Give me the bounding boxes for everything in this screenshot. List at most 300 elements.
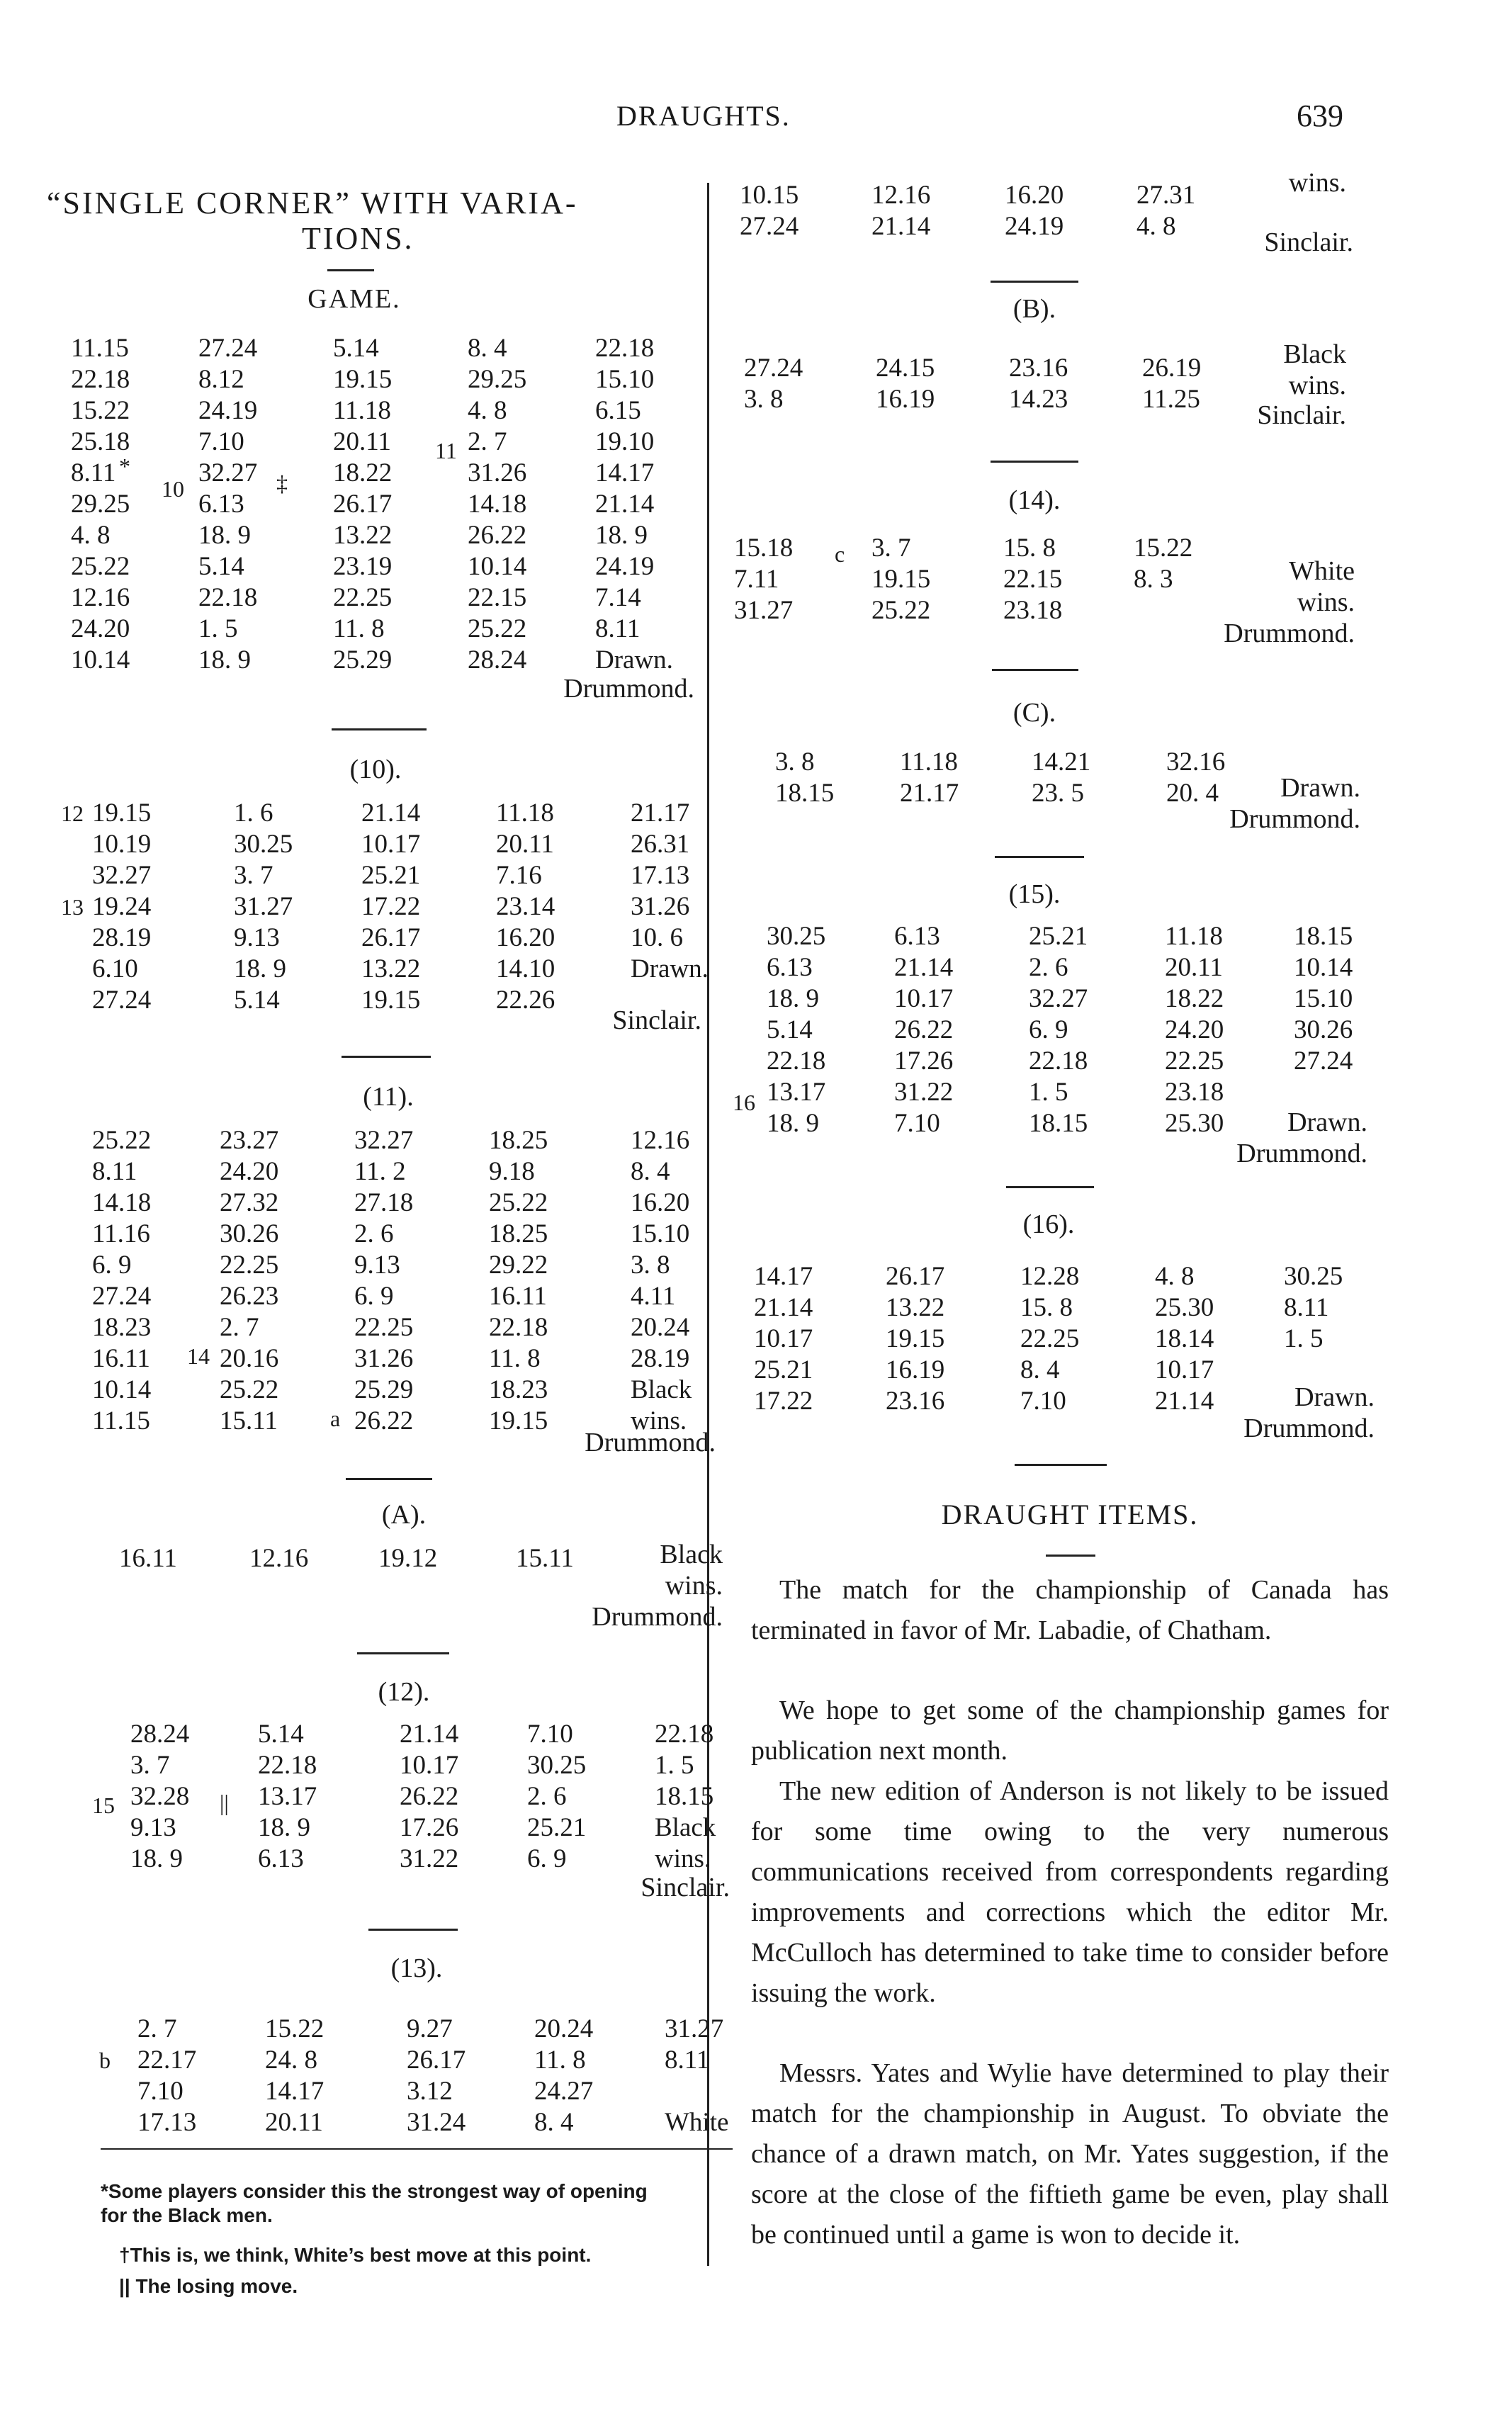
move-cell: 12.16 — [249, 1544, 309, 1573]
move-cell: 18.15 — [1294, 922, 1353, 951]
move-cell: 5.14 — [198, 552, 244, 581]
divider — [1015, 1464, 1107, 1466]
note-mark-10: 10 — [162, 476, 184, 502]
move-cell: 11. 8 — [489, 1344, 541, 1373]
move-cell: 30.25 — [767, 922, 826, 951]
move-cell: 21.17 — [900, 779, 959, 808]
move-cell: 22.18 — [767, 1046, 826, 1076]
move-cell: 9.27 — [407, 2014, 453, 2043]
divider — [995, 856, 1084, 858]
note-mark-12: 12 — [61, 801, 84, 826]
move-cell: 31.26 — [354, 1344, 414, 1373]
move-cell: 21.14 — [595, 490, 655, 519]
move-cell: 9.13 — [354, 1251, 400, 1280]
variation-12-label: (12). — [378, 1677, 430, 1707]
move-cell: 24.19 — [198, 396, 258, 425]
move-cell: 10.19 — [92, 830, 152, 859]
move-cell: 8. 4 — [468, 334, 507, 363]
footnote-2: †This is, we think, White’s best move at this point. — [119, 2244, 592, 2266]
move-cell: 27.32 — [220, 1188, 279, 1217]
move-cell: 7.14 — [595, 583, 641, 612]
move-cell: 18.15 — [775, 779, 835, 808]
variation-B-result-3: Sinclair. — [1257, 400, 1346, 430]
move-cell: 11.16 — [92, 1219, 150, 1248]
move-cell: 29.25 — [468, 365, 527, 394]
move-cell: 13.22 — [361, 954, 421, 983]
move-cell: 25.22 — [871, 596, 931, 625]
move-cell: 11.25 — [1142, 385, 1200, 414]
move-cell: 11. 2 — [354, 1157, 406, 1186]
move-cell: 6. 9 — [527, 1844, 567, 1873]
move-cell: 14.23 — [1009, 385, 1068, 414]
section-title-line-1: “SINGLE CORNER” WITH VARIA- — [47, 186, 578, 220]
move-cell: 2. 7 — [468, 427, 507, 456]
move-cell: 3. 8 — [744, 385, 784, 414]
move-cell: 21.14 — [1155, 1387, 1214, 1416]
move-cell: 7.10 — [1020, 1387, 1066, 1416]
move-cell: 25.22 — [71, 552, 130, 581]
move-cell: 20. 4 — [1166, 779, 1219, 808]
items-title: DRAUGHT ITEMS. — [941, 1499, 1199, 1530]
move-cell: 3. 7 — [130, 1751, 170, 1780]
move-cell: 25.22 — [468, 614, 527, 643]
move-cell: 32.28 — [130, 1782, 190, 1811]
move-cell: 4. 8 — [468, 396, 507, 425]
move-cell: 11.18 — [900, 747, 958, 777]
move-cell: 22.18 — [1029, 1046, 1088, 1076]
move-cell: 6. 9 — [354, 1282, 394, 1311]
move-cell: 19.15 — [333, 365, 393, 394]
move-cell: 22.25 — [1165, 1046, 1224, 1076]
divider — [342, 1056, 431, 1058]
move-cell: 22.26 — [496, 986, 555, 1015]
move-cell: 23.16 — [886, 1387, 945, 1416]
move-cell: 27.24 — [740, 212, 799, 241]
move-cell: 17.22 — [361, 892, 421, 921]
move-cell: 22.18 — [258, 1751, 317, 1780]
move-cell: 7.10 — [137, 2077, 184, 2106]
move-cell: 19.15 — [886, 1324, 945, 1353]
move-cell: 20.16 — [220, 1344, 279, 1373]
move-cell: 11.15 — [71, 334, 129, 363]
move-cell: 10.15 — [740, 181, 799, 210]
move-cell: 4. 8 — [1136, 212, 1176, 241]
move-cell: 10.14 — [468, 552, 527, 581]
move-cell: 6. 9 — [1029, 1015, 1068, 1044]
move-cell: 5.14 — [258, 1720, 304, 1749]
move-cell: 6.15 — [595, 396, 641, 425]
move-cell: Drawn. — [631, 954, 709, 983]
move-cell: 22.25 — [220, 1251, 279, 1280]
move-cell: 19.12 — [378, 1544, 438, 1573]
move-cell: 22.18 — [595, 334, 655, 363]
move-cell: 30.25 — [234, 830, 293, 859]
move-cell: 14.17 — [265, 2077, 325, 2106]
variation-14-result-1: White — [1289, 556, 1355, 586]
continued-result-1: wins. — [1288, 168, 1346, 198]
move-cell: 8. 4 — [1020, 1355, 1060, 1384]
move-cell: 23.27 — [220, 1126, 279, 1155]
move-cell: 30.25 — [1284, 1262, 1343, 1291]
move-cell: 23. 5 — [1032, 779, 1084, 808]
move-cell: 11. 8 — [333, 614, 385, 643]
move-cell: 13.17 — [767, 1078, 826, 1107]
move-cell: 9.13 — [130, 1813, 176, 1842]
note-mark-c: c — [835, 541, 845, 567]
move-cell: 19.24 — [92, 892, 152, 921]
item-paragraph-1: The match for the championship of Canada has terminated in favor of Mr. Labadie, of Chatham. — [751, 1575, 1389, 1645]
move-cell: 13.22 — [886, 1293, 945, 1322]
move-cell: 17.13 — [137, 2108, 197, 2137]
variation-13-label: (13). — [390, 1953, 443, 1983]
move-cell: 16.11 — [119, 1544, 177, 1573]
move-cell: 19.15 — [871, 565, 931, 594]
move-cell: 15.10 — [631, 1219, 690, 1248]
move-cell: 18.14 — [1155, 1324, 1214, 1353]
move-cell: 18.15 — [1029, 1109, 1088, 1138]
move-cell: 21.14 — [894, 953, 954, 982]
variation-C-result-1: Drawn. — [1280, 773, 1360, 803]
move-cell: 26.22 — [894, 1015, 954, 1044]
move-cell: 22.18 — [655, 1720, 714, 1749]
note-mark-losing: || — [220, 1790, 229, 1815]
move-cell: 26.17 — [407, 2046, 466, 2075]
move-cell: 31.26 — [468, 458, 527, 487]
move-cell: 1. 5 — [1029, 1078, 1068, 1107]
move-cell: 22.18 — [71, 365, 130, 394]
variation-11-label: (11). — [363, 1082, 414, 1112]
move-cell: 31.27 — [234, 892, 293, 921]
move-cell: 15.18 — [734, 534, 794, 563]
move-cell: 10.14 — [92, 1375, 152, 1404]
move-cell: 18.15 — [655, 1782, 714, 1811]
move-cell: 22.25 — [1020, 1324, 1080, 1353]
move-cell: 8. 4 — [534, 2108, 574, 2137]
move-cell: Drawn. — [595, 645, 673, 675]
move-cell: 11.15 — [92, 1406, 150, 1435]
footnote-rule — [101, 2148, 733, 2150]
variation-15-label: (15). — [1008, 879, 1061, 909]
section-title-line-2: TIONS. — [302, 221, 414, 256]
section-title — [47, 186, 699, 256]
move-cell: 14.17 — [754, 1262, 813, 1291]
column-rule — [707, 183, 709, 2266]
divider — [327, 269, 374, 271]
move-cell: 27.24 — [92, 986, 152, 1015]
move-cell: 7.10 — [527, 1720, 573, 1749]
move-cell: 21.17 — [631, 799, 690, 828]
variation-B-result-1: Black — [1283, 339, 1346, 369]
game-result: Drummond. — [563, 674, 694, 704]
move-cell: 16.19 — [876, 385, 935, 414]
move-cell: 7.10 — [198, 427, 244, 456]
move-cell: 15. 8 — [1003, 534, 1056, 563]
move-cell: 28.24 — [468, 645, 527, 675]
move-cell: 23.18 — [1165, 1078, 1224, 1107]
move-cell: 30.25 — [527, 1751, 587, 1780]
move-cell: 13.22 — [333, 521, 393, 550]
move-cell: 12.16 — [71, 583, 130, 612]
move-cell: 18.23 — [489, 1375, 548, 1404]
variation-15-result-2: Drummond. — [1236, 1139, 1367, 1168]
move-cell: 8. 4 — [631, 1157, 670, 1186]
move-cell: 2. 7 — [137, 2014, 177, 2043]
move-cell: 16.19 — [886, 1355, 945, 1384]
move-cell: wins. — [655, 1844, 711, 1873]
move-cell: 4. 8 — [1155, 1262, 1195, 1291]
variation-10-result: Sinclair. — [612, 1005, 701, 1035]
move-cell: 20.11 — [265, 2108, 323, 2137]
move-cell: 27.18 — [354, 1188, 414, 1217]
move-cell: 25.22 — [92, 1126, 152, 1155]
variation-A-result-1: Black — [660, 1540, 723, 1569]
move-cell: 25.21 — [527, 1813, 587, 1842]
move-cell: 13.17 — [258, 1782, 317, 1811]
move-cell: 21.14 — [361, 799, 421, 828]
variation-C-label: (C). — [1012, 698, 1056, 728]
variation-16-label: (16). — [1022, 1209, 1075, 1239]
move-cell: 14.18 — [92, 1188, 152, 1217]
move-cell: 15.11 — [220, 1406, 278, 1435]
move-cell: 22.25 — [333, 583, 393, 612]
note-mark-15: 15 — [92, 1793, 115, 1818]
item-paragraph-4: Messrs. Yates and Wylie have determined to play their match for the championship in August. To obviate the chance of a drawn match, on Mr. Yates suggestion, if the score at the close of the fiftieth game be even, play shall be continued until a game is won to decide it. — [751, 2058, 1389, 2250]
move-cell: 18.23 — [92, 1313, 152, 1342]
variation-A-result-2: wins. — [665, 1571, 723, 1601]
move-cell: 7.11 — [734, 565, 779, 594]
divider — [991, 461, 1078, 463]
move-cell: 10.14 — [71, 645, 130, 675]
move-cell: 32.27 — [354, 1126, 414, 1155]
move-cell: 26.22 — [354, 1406, 414, 1435]
variation-A-label: (A). — [381, 1500, 427, 1530]
move-cell: 31.27 — [734, 596, 794, 625]
move-cell: 25.30 — [1165, 1109, 1224, 1138]
move-cell: 2. 6 — [527, 1782, 567, 1811]
move-cell: 6. 9 — [92, 1251, 132, 1280]
variation-12-result: Sinclair. — [641, 1873, 730, 1902]
move-cell: 7.10 — [894, 1109, 940, 1138]
move-cell: 26.22 — [468, 521, 527, 550]
move-cell: 19.15 — [489, 1406, 548, 1435]
move-cell: 4. 8 — [71, 521, 111, 550]
move-cell: 14.17 — [595, 458, 655, 487]
move-cell: 32.27 — [92, 861, 152, 890]
move-cell: 17.13 — [631, 861, 690, 890]
move-cell: 11.18 — [333, 396, 391, 425]
divider — [346, 1478, 432, 1480]
move-cell: 6.13 — [198, 490, 244, 519]
move-cell: 5.14 — [234, 986, 280, 1015]
footnote-1a: *Some players consider this the strongest way of opening — [101, 2180, 648, 2202]
move-cell: 7.16 — [496, 861, 542, 890]
move-cell: 10.17 — [361, 830, 421, 859]
variation-10-label: (10). — [349, 755, 402, 784]
move-cell: 3.12 — [407, 2077, 453, 2106]
variation-16-result-1: Drawn. — [1294, 1382, 1375, 1412]
note-mark-a: a — [330, 1406, 341, 1431]
move-cell: 24.19 — [595, 552, 655, 581]
move-cell: 10.17 — [400, 1751, 459, 1780]
move-cell: 8.11 — [71, 458, 116, 487]
move-cell: 25.29 — [354, 1375, 414, 1404]
item-paragraph-3: The new edition of Anderson is not likely to be issued for some time owing to the very numerous communications received from correspondents regarding improvements and corrections which the editor Mr. McCulloch has determined to take time to consider before issuing the work. — [751, 1776, 1389, 2008]
move-cell: 29.25 — [71, 490, 130, 519]
move-cell: 10. 6 — [631, 923, 683, 952]
footnote-1b: for the Black men. — [101, 2204, 273, 2226]
move-cell: 2. 6 — [1029, 953, 1068, 982]
move-cell: 19.15 — [361, 986, 421, 1015]
move-cell: 20.24 — [631, 1313, 690, 1342]
move-cell: 11.18 — [496, 799, 554, 828]
move-cell: 25.29 — [333, 645, 393, 675]
continued-result-2: Sinclair. — [1264, 227, 1353, 257]
variation-14-result-3: Drummond. — [1224, 619, 1355, 648]
move-cell: 21.14 — [754, 1293, 813, 1322]
move-cell: 2. 7 — [220, 1313, 259, 1342]
move-cell: 10.14 — [1294, 953, 1353, 982]
move-cell: 3. 8 — [775, 747, 815, 777]
move-cell: 24.20 — [220, 1157, 279, 1186]
move-cell: 16.20 — [631, 1188, 690, 1217]
move-cell: 20.11 — [333, 427, 391, 456]
divider — [992, 669, 1078, 671]
move-cell: 27.24 — [198, 334, 258, 363]
move-cell: 8.11 — [665, 2046, 710, 2075]
move-cell: 18. 9 — [234, 954, 286, 983]
page-number: 639 — [1297, 98, 1343, 133]
note-mark-13: 13 — [61, 894, 84, 920]
move-cell: 5.14 — [767, 1015, 813, 1044]
divider — [1046, 1555, 1095, 1557]
move-cell: 26.19 — [1142, 354, 1202, 383]
move-cell: 3. 7 — [871, 534, 911, 563]
move-cell: 25.30 — [1155, 1293, 1214, 1322]
move-cell: 15.22 — [1134, 534, 1193, 563]
move-cell: 20.11 — [496, 830, 554, 859]
move-cell: 27.24 — [1294, 1046, 1353, 1076]
move-cell: 1. 5 — [198, 614, 238, 643]
move-cell: 25.21 — [754, 1355, 813, 1384]
move-cell: 2. 6 — [354, 1219, 394, 1248]
move-cell: 11. 8 — [534, 2046, 586, 2075]
divider — [991, 281, 1078, 283]
move-cell: 20.24 — [534, 2014, 594, 2043]
move-cell: 26.31 — [631, 830, 690, 859]
variation-11-result: Drummond. — [585, 1428, 716, 1457]
variation-15-result-1: Drawn. — [1287, 1107, 1367, 1137]
move-cell: 24.15 — [876, 354, 935, 383]
move-cell: 24.20 — [1165, 1015, 1224, 1044]
move-cell: 15.10 — [595, 365, 655, 394]
move-cell: 31.22 — [894, 1078, 954, 1107]
variation-14-label: (14). — [1008, 485, 1061, 515]
move-cell: 16.20 — [496, 923, 555, 952]
move-cell: 22.17 — [137, 2046, 197, 2075]
divider — [357, 1652, 449, 1654]
move-cell: 17.26 — [894, 1046, 954, 1076]
move-cell: 9.18 — [489, 1157, 535, 1186]
move-cell: 10.17 — [894, 984, 954, 1013]
move-cell: 19.15 — [92, 799, 152, 828]
variation-C-result-2: Drummond. — [1229, 804, 1360, 834]
move-cell: Black — [655, 1813, 716, 1842]
variation-B-label: (B). — [1012, 294, 1056, 324]
move-cell: 25.22 — [220, 1375, 279, 1404]
move-cell: 18. 9 — [198, 645, 251, 675]
move-cell: wins. — [631, 1406, 687, 1435]
move-cell: 10.17 — [754, 1324, 813, 1353]
note-mark-11: 11 — [435, 438, 457, 463]
move-cell: 22.18 — [198, 583, 258, 612]
move-cell: 30.26 — [220, 1219, 279, 1248]
note-mark-star: * — [119, 453, 130, 479]
move-cell: Black — [631, 1375, 692, 1404]
move-cell: 18. 9 — [198, 521, 251, 550]
move-cell: 19.10 — [595, 427, 655, 456]
move-cell: 20.11 — [1165, 953, 1223, 982]
move-cell: 18. 9 — [130, 1844, 183, 1873]
move-cell: 6.13 — [894, 922, 940, 951]
move-cell: 11.18 — [1165, 922, 1223, 951]
move-cell: 16.11 — [489, 1282, 547, 1311]
move-cell: 3. 7 — [234, 861, 273, 890]
move-cell: 21.14 — [400, 1720, 459, 1749]
move-cell: 32.16 — [1166, 747, 1226, 777]
move-cell: 18.22 — [1165, 984, 1224, 1013]
move-cell: 15. 8 — [1020, 1293, 1073, 1322]
move-cell: 22.18 — [489, 1313, 548, 1342]
move-cell: 8.12 — [198, 365, 244, 394]
move-cell: 24. 8 — [265, 2046, 317, 2075]
move-cell: 17.22 — [754, 1387, 813, 1416]
move-cell: 18. 9 — [767, 984, 819, 1013]
move-cell: 26.17 — [361, 923, 421, 952]
move-cell: 24.20 — [71, 614, 130, 643]
move-cell: 6.13 — [767, 953, 813, 982]
move-cell: 25.22 — [489, 1188, 548, 1217]
move-cell: 23.14 — [496, 892, 555, 921]
move-cell: White — [665, 2108, 729, 2137]
move-cell: 27.24 — [744, 354, 803, 383]
move-cell: 18.25 — [489, 1126, 548, 1155]
move-cell: 1. 6 — [234, 799, 273, 828]
move-cell: 28.19 — [92, 923, 152, 952]
move-cell: 32.27 — [1029, 984, 1088, 1013]
divider — [368, 1929, 458, 1931]
item-paragraph-2: We hope to get some of the championship games for publication next month. — [751, 1696, 1389, 1766]
note-mark-b: b — [99, 2048, 111, 2073]
move-cell: 23.18 — [1003, 596, 1063, 625]
move-cell: 22.15 — [468, 583, 527, 612]
move-cell: 28.19 — [631, 1344, 690, 1373]
move-cell: 23.16 — [1009, 354, 1068, 383]
move-cell: 5.14 — [333, 334, 379, 363]
move-cell: 27.31 — [1136, 181, 1196, 210]
move-cell: 32.27 — [198, 458, 258, 487]
move-cell: 26.17 — [333, 490, 393, 519]
footnote-3: || The losing move. — [119, 2275, 298, 2297]
move-cell: 31.22 — [400, 1844, 459, 1873]
move-cell: 14.18 — [468, 490, 527, 519]
move-cell: 26.23 — [220, 1282, 279, 1311]
divider — [332, 728, 427, 730]
move-cell: 10.17 — [1155, 1355, 1214, 1384]
move-cell: 22.25 — [354, 1313, 414, 1342]
move-cell: 26.17 — [886, 1262, 945, 1291]
move-cell: 1. 5 — [1284, 1324, 1324, 1353]
move-cell: 18.25 — [489, 1219, 548, 1248]
